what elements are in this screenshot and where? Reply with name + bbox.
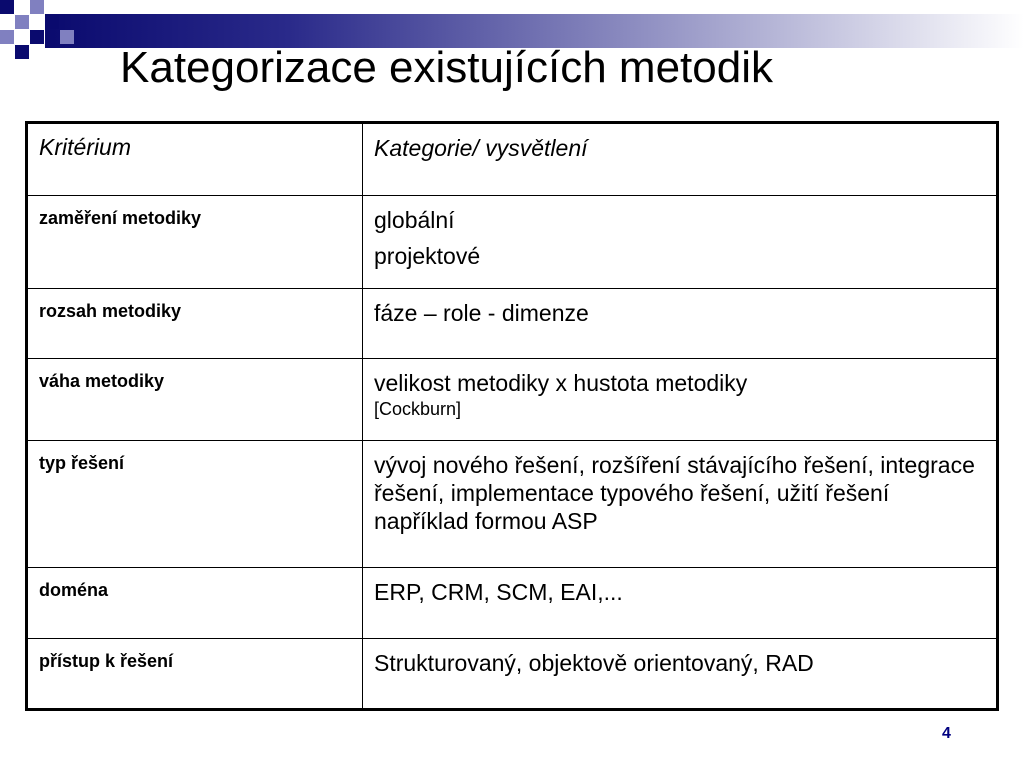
row-criterion: zaměření metodiky	[27, 196, 363, 289]
decoration-square	[15, 45, 29, 59]
table-row	[27, 568, 998, 639]
decoration-square	[30, 0, 44, 14]
row-category	[363, 441, 998, 568]
row-line: fáze – role - dimenze	[374, 300, 589, 326]
page-number: 4	[942, 725, 951, 742]
table-header-row	[27, 123, 998, 196]
table-row	[27, 196, 998, 289]
row-line: ERP, CRM, SCM, EAI,...	[374, 579, 623, 605]
row-criterion: typ řešení	[27, 441, 363, 568]
slide-title: Kategorizace existujících metodik	[120, 43, 773, 92]
row-criterion: přístup k řešení	[27, 639, 363, 710]
row-category	[363, 639, 998, 710]
row-line: vývoj nového řešení, rozšíření stávajícího řešení, integrace řešení, implementace typového řešení, užití řešení například formou ASP	[374, 452, 975, 534]
decoration-square	[45, 15, 59, 29]
row-line: projektové	[374, 243, 481, 269]
row-line: Strukturovaný, objektově orientovaný, RAD	[374, 650, 814, 676]
row-category	[363, 196, 998, 289]
table-row	[27, 359, 998, 441]
row-line: globální	[374, 207, 455, 233]
decoration-square	[0, 30, 14, 44]
row-line: velikost metodiky x hustota metodiky	[374, 370, 748, 396]
table-row	[27, 289, 998, 359]
table-row	[27, 639, 998, 710]
row-criterion: rozsah metodiky	[27, 289, 363, 359]
decoration-square	[0, 0, 14, 14]
decoration-square	[15, 15, 29, 29]
row-category	[363, 359, 998, 441]
table-row	[27, 441, 998, 568]
row-category	[363, 568, 998, 639]
header-category: Kategorie/ vysvětlení	[363, 123, 998, 196]
criteria-table	[25, 121, 999, 711]
row-category	[363, 289, 998, 359]
decoration-square	[30, 30, 44, 44]
row-criterion: váha metodiky	[27, 359, 363, 441]
header-criterion: Kritérium	[27, 123, 363, 196]
row-criterion: doména	[27, 568, 363, 639]
decoration-square	[60, 30, 74, 44]
row-note: [Cockburn]	[374, 399, 462, 419]
